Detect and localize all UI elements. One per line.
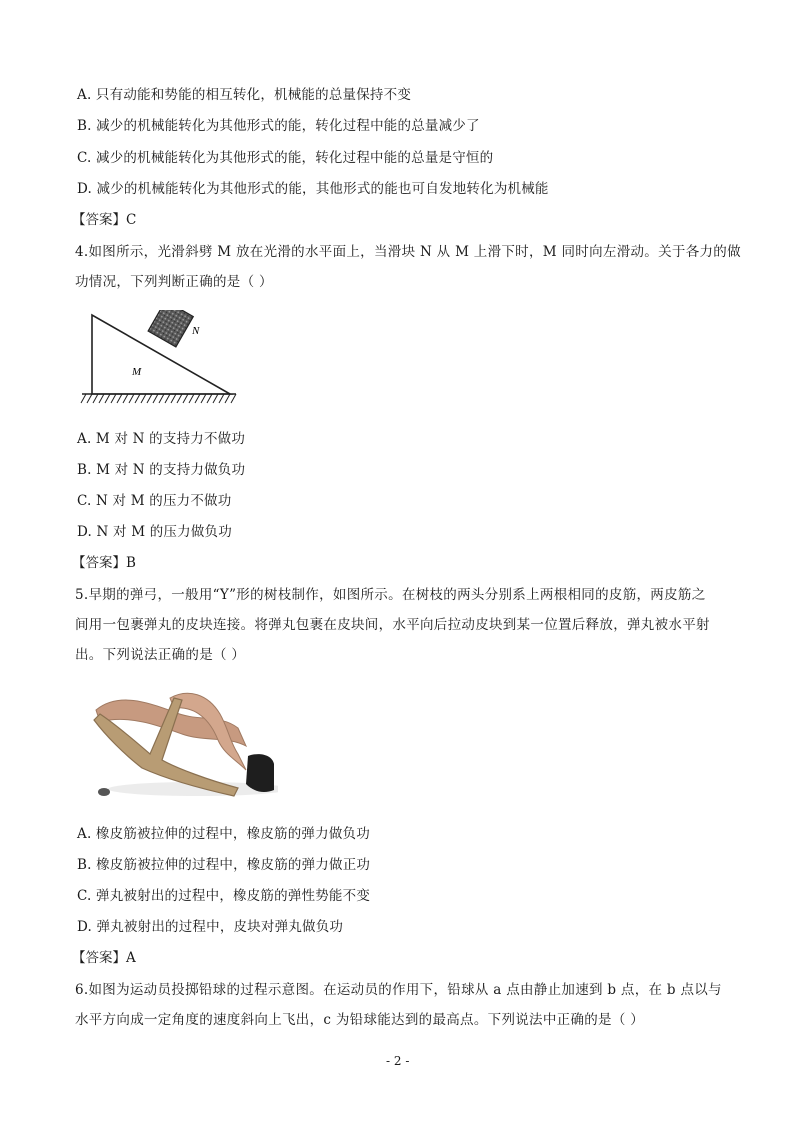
q4-answer: 【答案】B [72,555,136,571]
q3-answer: 【答案】C [72,212,137,228]
q5-answer: 【答案】A [72,950,136,966]
block-n [148,310,193,347]
incline-wedge-figure [80,310,240,410]
q3-option-c: C. 减少的机械能转化为其他形式的能，转化过程中能的总量是守恒的 [77,150,494,166]
q4-option-d: D. N 对 M 的压力做负功 [77,524,232,540]
q3-option-d: D. 减少的机械能转化为其他形式的能，其他形式的能也可自发地转化为机械能 [77,181,549,197]
q3-option-b: B. 减少的机械能转化为其他形式的能，转化过程中能的总量减少了 [77,118,480,134]
ground-hatching [81,394,236,403]
leather-pouch [246,754,274,792]
q5-stem-line1: 5.早期的弹弓，一般用“Y”形的树枝制作，如图所示。在树枝的两头分别系上两根相同的皮筋，两皮筋之 [75,587,706,603]
q5-option-b: B. 橡皮筋被拉伸的过程中，橡皮筋的弹力做正功 [77,857,371,873]
q5-option-c: C. 弹丸被射出的过程中，橡皮筋的弹性势能不变 [77,888,371,904]
label-m: M [132,366,142,378]
q5-stem-line3: 出。下列说法正确的是（ ） [75,647,246,663]
q3-option-a: A. 只有动能和势能的相互转化，机械能的总量保持不变 [77,87,412,103]
q5-option-a: A. 橡皮筋被拉伸的过程中，橡皮筋的弹力做负功 [77,826,370,842]
q4-stem-line2: 功情况，下列判断正确的是（ ） [75,274,273,290]
slingshot-photo [78,684,278,799]
q6-stem-line2: 水平方向成一定角度的速度斜向上飞出，c 为铅球能达到的最高点。下列说法中正确的是（ ） [75,1012,645,1028]
q5-option-d: D. 弹丸被射出的过程中，皮块对弹丸做负功 [77,919,344,935]
page-number: - 2 - [386,1054,410,1068]
q4-option-a: A. M 对 N 的支持力不做功 [77,431,246,447]
q6-stem-line1: 6.如图为运动员投掷铅球的过程示意图。在运动员的作用下，铅球从 a 点由静止加速到 b 点，在 b 点以与 [75,982,722,998]
q5-stem-line2: 间用一包裹弹丸的皮块连接。将弹丸包裹在皮块间，水平向后拉动皮块到某一位置后释放，弹丸被水平射 [75,617,710,633]
q4-option-b: B. M 对 N 的支持力做负功 [77,462,246,478]
label-n: N [192,325,200,337]
q4-option-c: C. N 对 M 的压力不做功 [77,493,232,509]
q4-stem-line1: 4.如图所示，光滑斜劈 M 放在光滑的水平面上，当滑块 N 从 M 上滑下时，M 同时向左滑动。关于各力的做 [75,244,741,260]
